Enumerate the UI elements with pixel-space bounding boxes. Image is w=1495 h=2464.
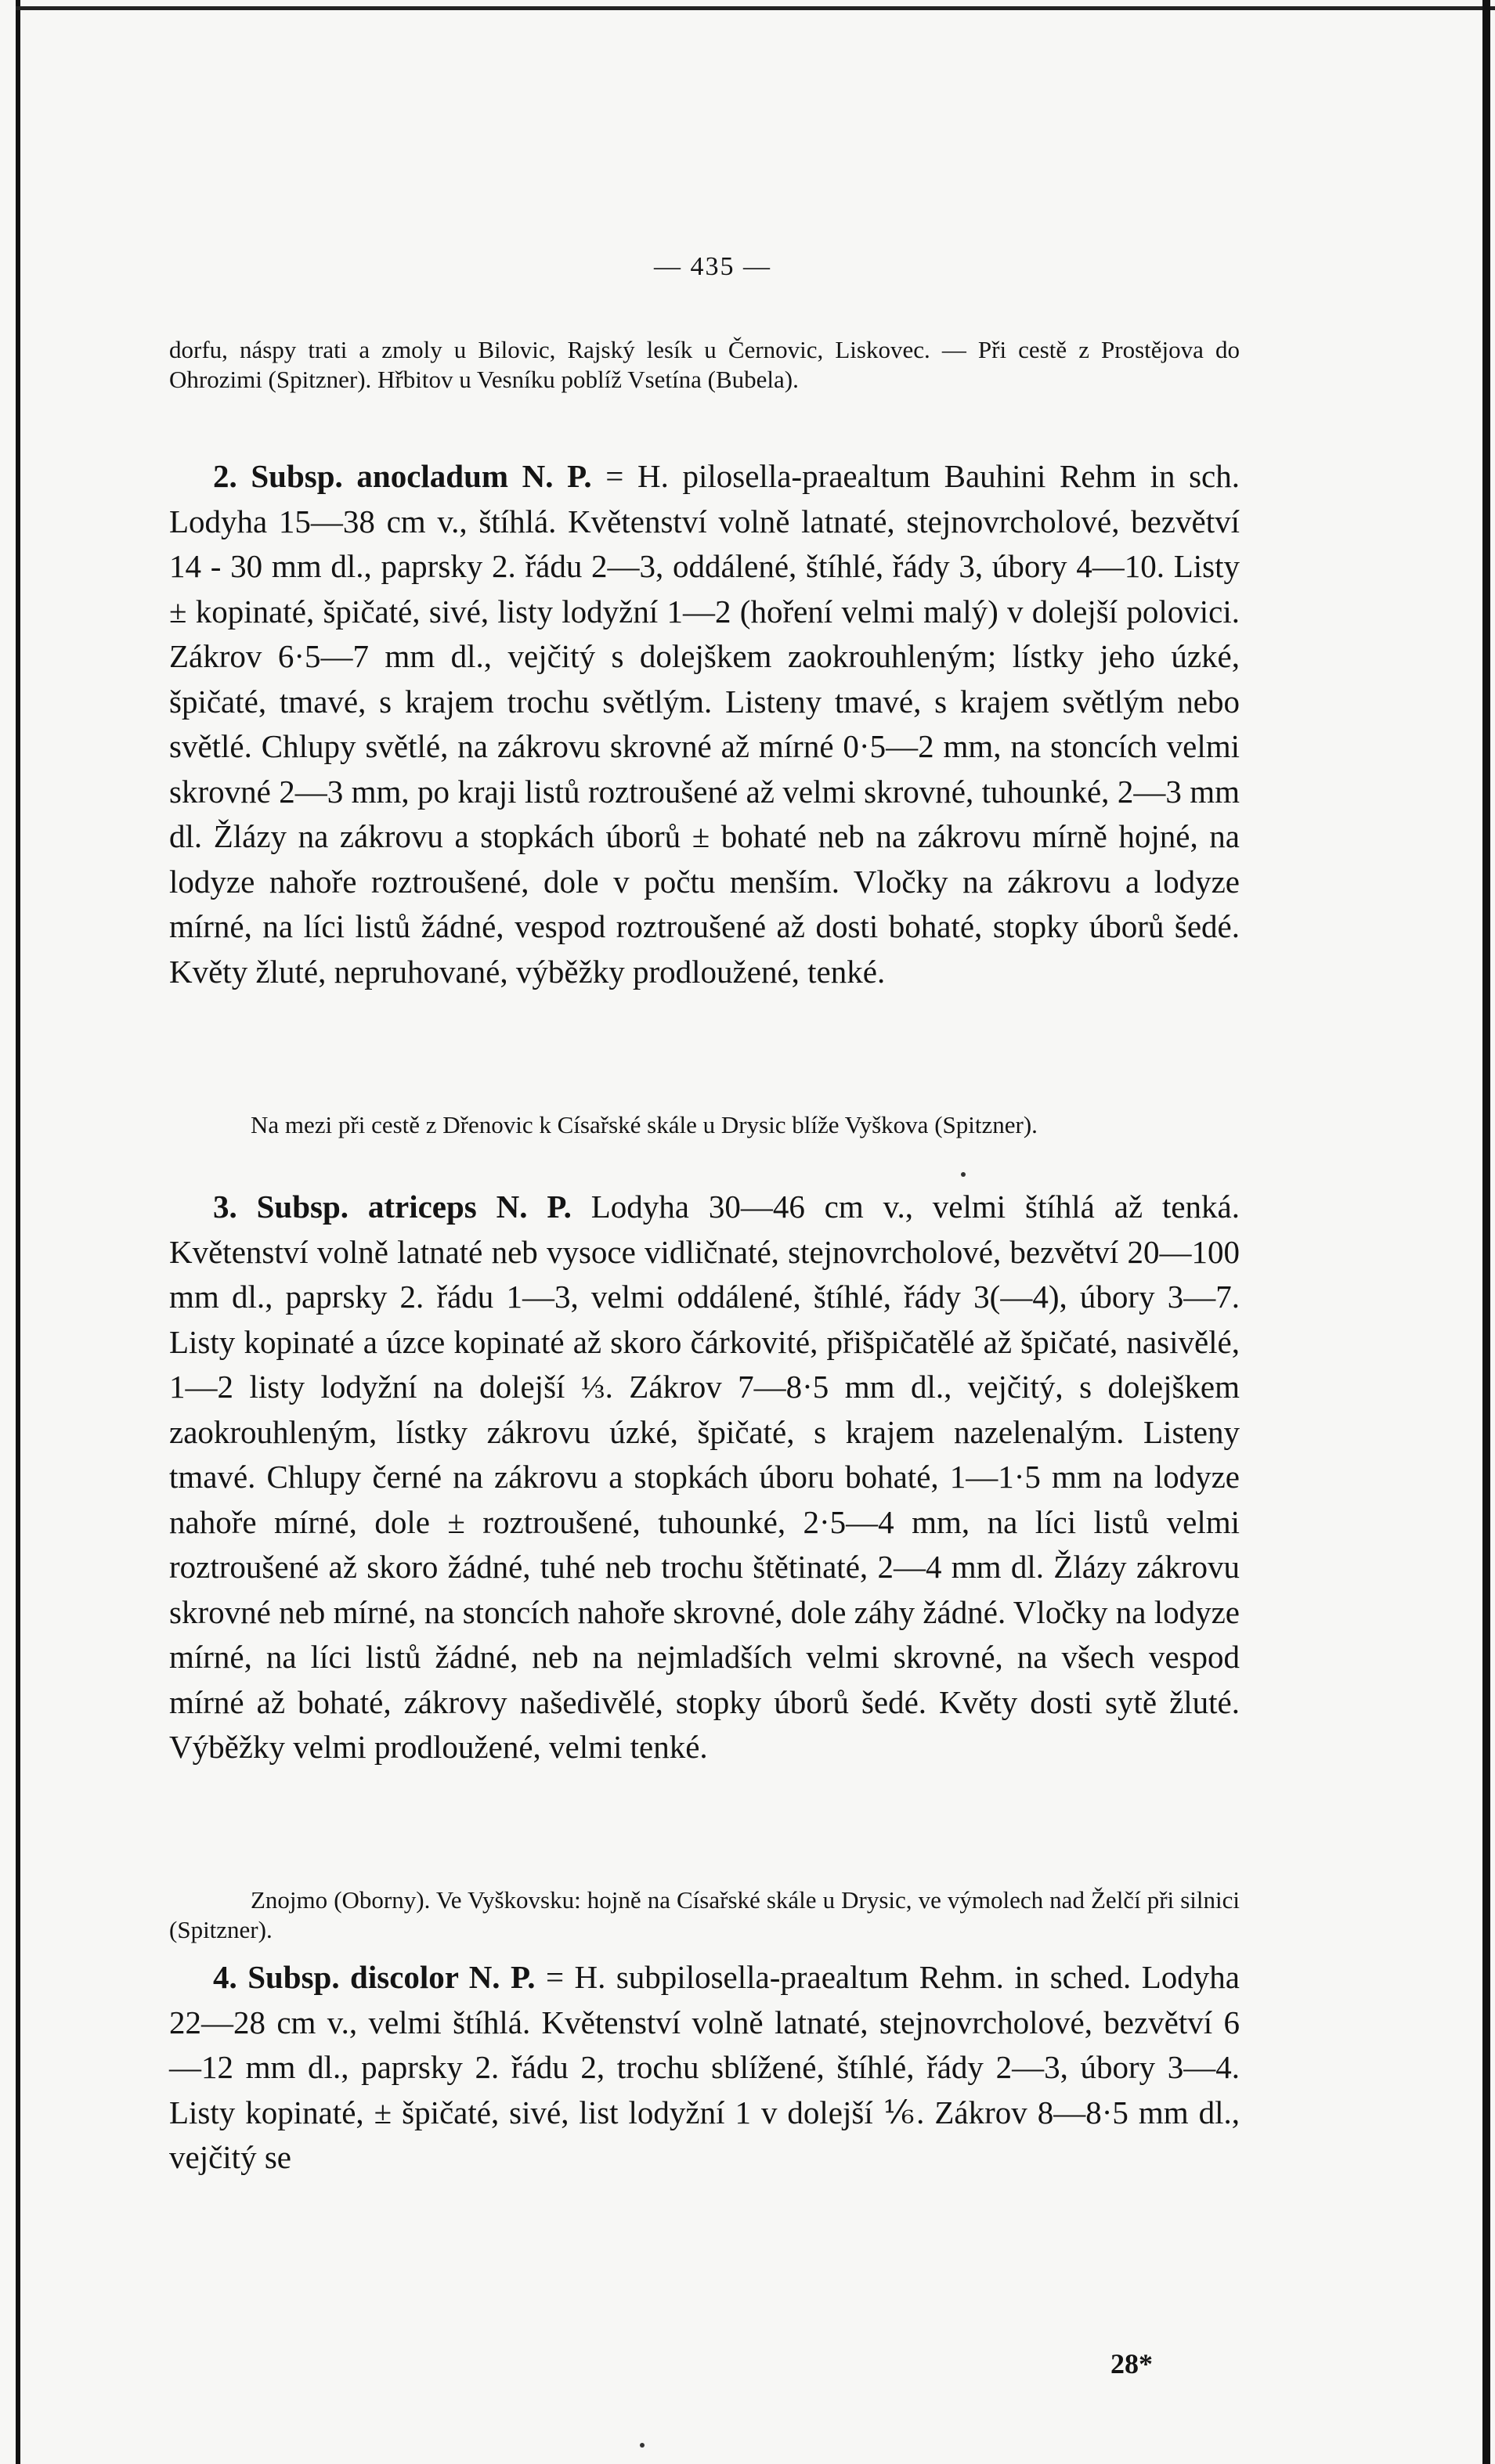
scan-border-right [1482,0,1490,2464]
subsp-description: Lodyha 30—46 cm v., velmi štíhlá až tenká. Květenství volně latnaté neb vysoce vidličnaté, stejnovrcholové, bezvětví 20—100 mm dl., paprsky 2. řádu 1—3, velmi oddálené, štíhlé, řády 3(—4), úbory 3—7. Listy kopinaté a úzce kopinaté až skoro čárkovité, přišpičatělé až špičaté, nasivělé, 1—2 listy lodyžní na dolejší ⅓. Zákrov 7—8·5 mm dl., vejčitý, s dolejškem zaokrouhleným, lístky zákrovu úzké, špičaté, s krajem nazelenalým. Listeny tmavé. Chlupy černé na zákrovu a stopkách úboru bohaté, 1—1·5 mm na lodyze nahoře mírné, dole ± roztroušené, tuhounké, 2·5—4 mm, na líci listů velmi roztroušené až skoro žádné, tuhé neb trochu štětinaté, 2—4 mm dl. Žlázy zákrovu skrovné neb mírné, na stoncích nahoře skrovné, dole záhy žádné. Vločky na lodyze mírné, na líci listů žádné, neb na nejmladších velmi skrovné, na všech vespod mírné až bohaté, zákrovy našedivělé, stopky úborů šedé. Květy dosti sytě žluté. Výběžky velmi prodloužené, velmi tenké. [169,1189,1240,1765]
paragraph-localities-2: Na mezi při cestě z Dřenovic k Císařské skále u Drysic blíže Vyškova (Spitzner). [251,1111,1038,1138]
paragraph-localities-1: dorfu, náspy trati a zmoly u Bilovic, Rajský lesík u Černovic, Liskovec. — Při cestě z Prostějova do Ohrozimi (Spitzner). Hřbitov u Vesníku poblíž Vsetína (Bubela). [169,336,1240,393]
paragraph-subsp-discolor [169,1955,1240,2181]
scan-speck [640,2443,645,2448]
paragraph-localities-3: Znojmo (Oborny). Ve Vyškovsku: hojně na Císařské skále u Drysic, ve výmolech nad Želčí při silnici (Spitzner). [169,1886,1240,1943]
subsp-heading: 2. Subsp. anocladum N. P. [213,458,592,494]
paragraph-subsp-anocladum [169,454,1240,994]
subsp-description: = H. pilosella-praealtum Bauhini Rehm in sch. Lodyha 15—38 cm v., štíhlá. Květenství volně latnaté, stejnovrcholové, bezvětví 14 - 30 mm dl., paprsky 2. řádu 2—3, oddálené, štíhlé, řády 3, úbory 4—10. Listy ± kopinaté, špičaté, sivé, listy lodyžní 1—2 (hoření velmi malý) v dolejší polovici. Zákrov 6·5—7 mm dl., vejčitý s dolejškem zaokrouhleným; lístky jeho úzké, špičaté, tmavé, s krajem trochu světlým. Listeny tmavé, s krajem světlým nebo světlé. Chlupy světlé, na zákrovu skrovné až mírné 0·5—2 mm, na stoncích velmi skrovné 2—3 mm, po kraji listů roztroušené až velmi skrovné, tuhounké, 2—3 mm dl. Žlázy na zákrovu a stopkách úborů ± bohaté neb na zákrovu mírně hojné, na lodyze nahoře roztroušené, dole v počtu menším. Vločky na zákrovu a lodyze mírné, na líci listů žádné, vespod roztroušené až dosti bohaté, stopky úborů šedé. Květy žluté, nepruhované, výběžky prodloužené, tenké. [169,458,1240,990]
subsp-description: = H. subpilosella-praealtum Rehm. in sched. Lodyha 22—28 cm v., velmi štíhlá. Květenství volně latnaté, stejnovrcholové, bezvětví 6—12 mm dl., paprsky 2. řádu 2, trochu sblížené, štíhlé, řády 2—3, úbory 3—4. Listy kopinaté, ± špičaté, sivé, list lodyžní 1 v dolejší ⅙. Zákrov 8—8·5 mm dl., vejčitý se [169,1959,1240,2175]
page-number: — 435 — [654,252,771,281]
signature-mark: 28* [1110,2348,1153,2379]
subsp-heading: 3. Subsp. atriceps N. P. [213,1189,572,1225]
scan-border-top [16,6,1495,10]
subsp-heading: 4. Subsp. discolor N. P. [213,1959,536,1995]
scan-border-left [16,0,20,2464]
scan-speck [961,1172,966,1177]
paragraph-subsp-atriceps [169,1185,1240,1770]
